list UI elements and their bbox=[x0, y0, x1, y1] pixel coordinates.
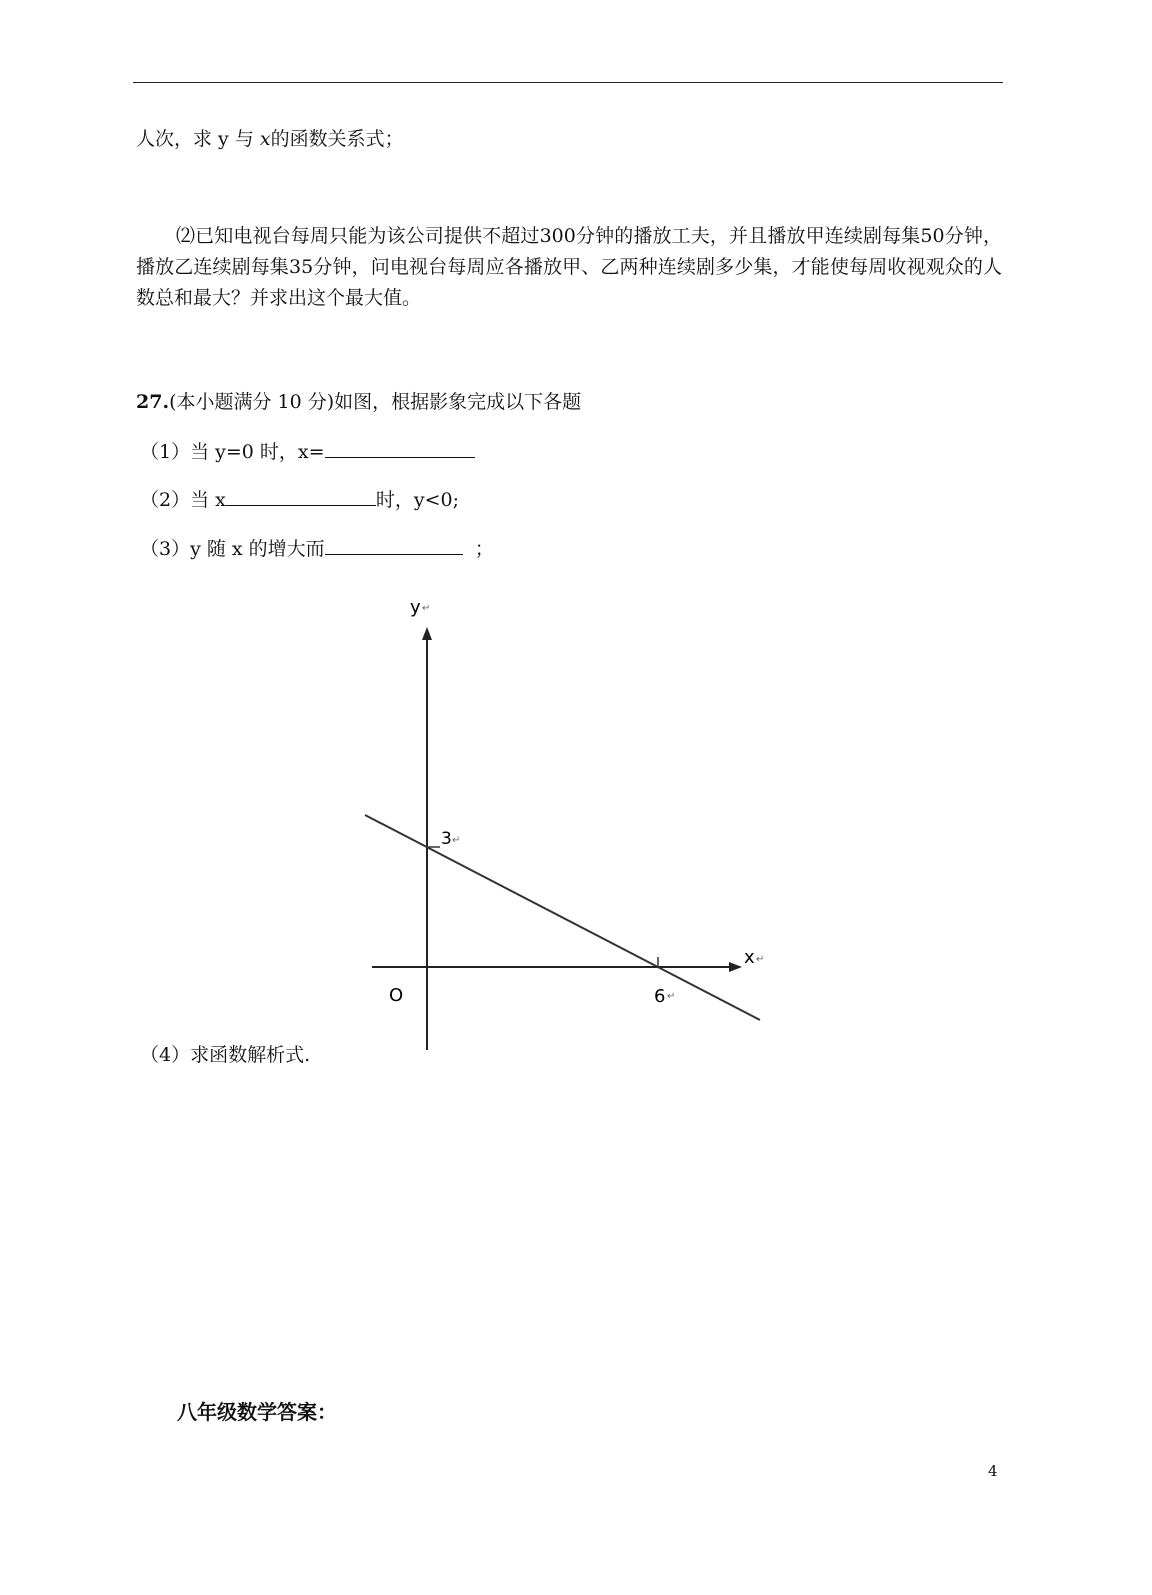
answer-blank-2[interactable] bbox=[226, 487, 376, 506]
y-axis-arrow-icon bbox=[422, 627, 432, 640]
q27-item1: （1）当 y=0 时，x= bbox=[140, 439, 475, 464]
return-mark: ↵ bbox=[667, 991, 676, 1002]
return-mark: ↵ bbox=[422, 603, 431, 614]
q26-part2: ⑵已知电视台每周只能为该公司提供不超过300分钟的播放工夫，并且播放甲连续剧每集50分钟，播放乙连续剧每集35分钟，问电视台每周应各播放甲、乙两种连续剧多少集，才能使每周收视观众的人数总和最大？并求出这个最大值。 bbox=[136, 225, 1002, 309]
origin-label: O bbox=[389, 985, 404, 1006]
return-mark: ↵ bbox=[452, 835, 461, 846]
answer-blank-1[interactable] bbox=[325, 439, 475, 458]
q27-item2: （2）当 x 时，y<0; bbox=[140, 489, 459, 511]
answers-heading: 八年级数学答案： bbox=[177, 1400, 337, 1424]
return-mark: ↵ bbox=[756, 954, 765, 965]
function-line bbox=[365, 815, 760, 1020]
q27-item3: （3）y 随 x 的增大而 ； bbox=[140, 538, 494, 560]
q27-heading: 27.(本小题满分 10 分)如图，根据影象完成以下各题 bbox=[136, 391, 582, 413]
q26-part1-tail: 人次，求 y 与 x的函数关系式； bbox=[136, 128, 404, 150]
answer-blank-3[interactable] bbox=[325, 536, 463, 555]
page-number: 4 bbox=[988, 1462, 998, 1480]
function-graph bbox=[330, 585, 790, 1055]
y-axis-label: y bbox=[410, 597, 421, 618]
y-intercept-label: 3 bbox=[441, 829, 452, 849]
x-intercept-label: 6 bbox=[654, 986, 666, 1007]
x-axis-label: x bbox=[744, 947, 755, 968]
header-rule bbox=[133, 82, 1003, 83]
q27-item4: （4）求函数解析式. bbox=[140, 1044, 311, 1066]
x-axis-arrow-icon bbox=[729, 962, 742, 972]
